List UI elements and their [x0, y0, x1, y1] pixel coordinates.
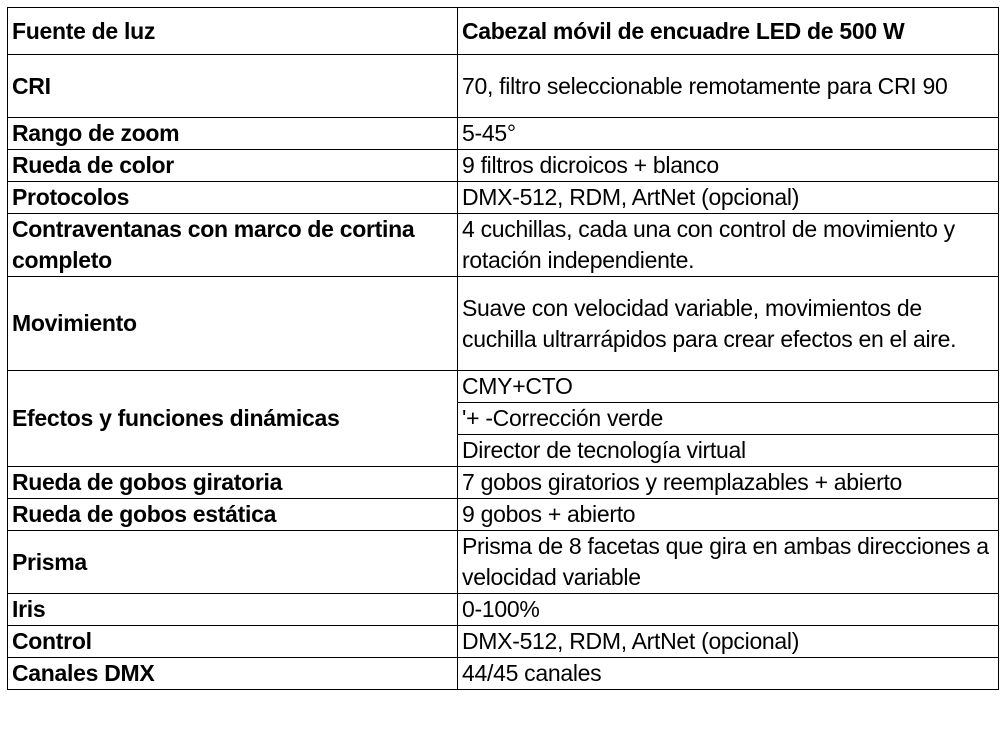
table-row [8, 531, 999, 594]
table-row [8, 118, 999, 150]
table-row [8, 277, 999, 371]
row-label-rotating-gobo: Rueda de gobos giratoria [8, 467, 458, 499]
row-label-dmx-channels: Canales DMX [8, 658, 458, 690]
table-row [8, 55, 999, 118]
row-value-effects-3: Director de tecnología virtual [458, 435, 999, 467]
table-row [8, 214, 999, 277]
row-value-shutters: 4 cuchillas, cada una con control de movimiento y rotación independiente. [458, 214, 999, 277]
row-label-static-gobo: Rueda de gobos estática [8, 499, 458, 531]
table-row [8, 594, 999, 626]
row-value-iris: 0-100% [458, 594, 999, 626]
row-label-shutters: Contraventanas con marco de cortina completo [8, 214, 458, 277]
row-value-prism: Prisma de 8 facetas que gira en ambas direcciones a velocidad variable [458, 531, 999, 594]
row-label-control: Control [8, 626, 458, 658]
row-value-effects-1: CMY+CTO [458, 371, 999, 403]
table-header-row [8, 8, 999, 55]
row-value-dmx-channels: 44/45 canales [458, 658, 999, 690]
row-value-static-gobo: 9 gobos + abierto [458, 499, 999, 531]
row-value-control: DMX-512, RDM, ArtNet (opcional) [458, 626, 999, 658]
row-label-effects: Efectos y funciones dinámicas [8, 371, 458, 467]
row-value-protocols: DMX-512, RDM, ArtNet (opcional) [458, 182, 999, 214]
table-row [8, 150, 999, 182]
table-row [8, 499, 999, 531]
row-label-movement: Movimiento [8, 277, 458, 371]
row-label-prism: Prisma [8, 531, 458, 594]
row-value-rotating-gobo: 7 gobos giratorios y reemplazables + abierto [458, 467, 999, 499]
row-value-effects-2: '+ -Corrección verde [458, 403, 999, 435]
table-row [8, 371, 999, 403]
row-label-cri: CRI [8, 55, 458, 118]
spec-table [7, 7, 999, 690]
row-value-cri: 70, filtro seleccionable remotamente para CRI 90 [458, 55, 999, 118]
row-value-movement: Suave con velocidad variable, movimientos de cuchilla ultrarrápidos para crear efectos en el aire. [458, 277, 999, 371]
table-row [8, 658, 999, 690]
table-row [8, 626, 999, 658]
row-label-color-wheel: Rueda de color [8, 150, 458, 182]
table-row [8, 467, 999, 499]
row-label-zoom: Rango de zoom [8, 118, 458, 150]
row-value-color-wheel: 9 filtros dicroicos + blanco [458, 150, 999, 182]
table-row [8, 182, 999, 214]
row-value-zoom: 5-45° [458, 118, 999, 150]
row-label-protocols: Protocolos [8, 182, 458, 214]
header-label-cell: Fuente de luz [8, 8, 458, 55]
row-label-iris: Iris [8, 594, 458, 626]
header-value-cell: Cabezal móvil de encuadre LED de 500 W [458, 8, 999, 55]
